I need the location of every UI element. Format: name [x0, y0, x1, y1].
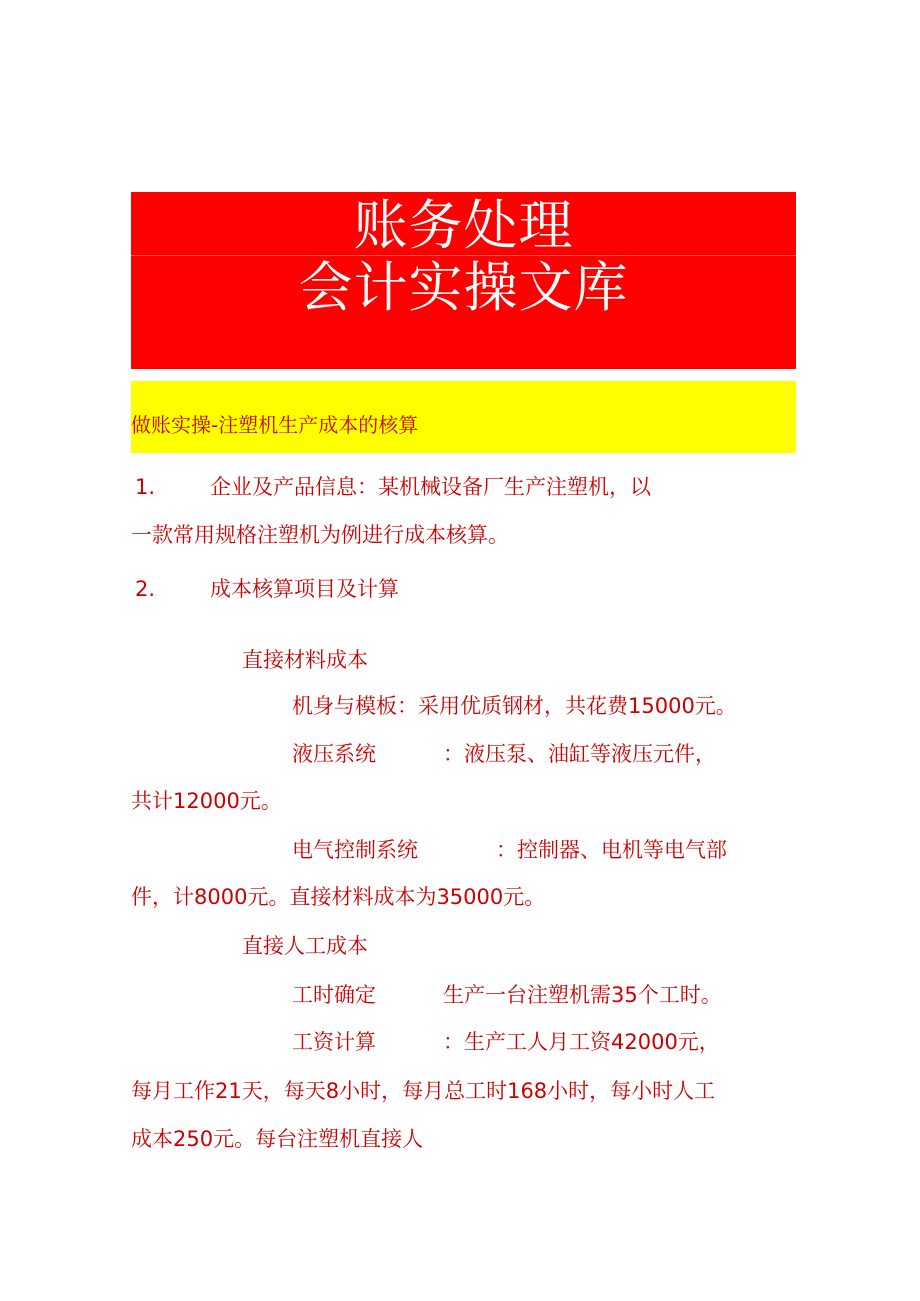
labor-item2-text: ：生产工人月工资42000元， [443, 1030, 720, 1054]
section1-text-b: 一款常用规格注塑机为例进行成本核算。 [131, 523, 509, 547]
direct-labor-heading: 直接人工成本 [242, 934, 368, 958]
section1-number: 1. [135, 475, 156, 499]
material-item2-label: 液压系统 [292, 742, 376, 766]
material-item1: 机身与模板：采用优质钢材，共花费15000元。 [292, 694, 737, 718]
title-banner [131, 192, 796, 369]
section1-text-a: 企业及产品信息：某机械设备厂生产注塑机，以 [210, 475, 651, 499]
labor-item2-label: 工资计算 [292, 1030, 376, 1054]
labor-item1-text: 生产一台注塑机需35个工时。 [443, 983, 722, 1007]
banner-title-line1: 账务处理 [353, 194, 574, 257]
material-item2-cont: 共计12000元。 [131, 789, 282, 813]
material-item3-text: ：控制器、电机等电气部 [496, 838, 727, 862]
material-item3-label: 电气控制系统 [292, 838, 418, 862]
labor-item1-label: 工时确定 [292, 983, 376, 1007]
material-item3-cont: 件，计8000元。直接材料成本为35000元。 [131, 885, 546, 909]
banner-title-line2: 会计实操文库 [298, 256, 629, 319]
material-item2-text: ：液压泵、油缸等液压元件， [443, 742, 716, 766]
document-subtitle: 做账实操-注塑机生产成本的核算 [131, 413, 419, 437]
direct-material-heading: 直接材料成本 [242, 648, 368, 672]
section2-text: 成本核算项目及计算 [210, 577, 399, 601]
section2-number: 2. [135, 577, 156, 601]
labor-item2-cont1: 每月工作21天，每天8小时，每月总工时168小时，每小时人工 [131, 1079, 716, 1103]
labor-item2-cont2: 成本250元。每台注塑机直接人 [131, 1127, 424, 1151]
